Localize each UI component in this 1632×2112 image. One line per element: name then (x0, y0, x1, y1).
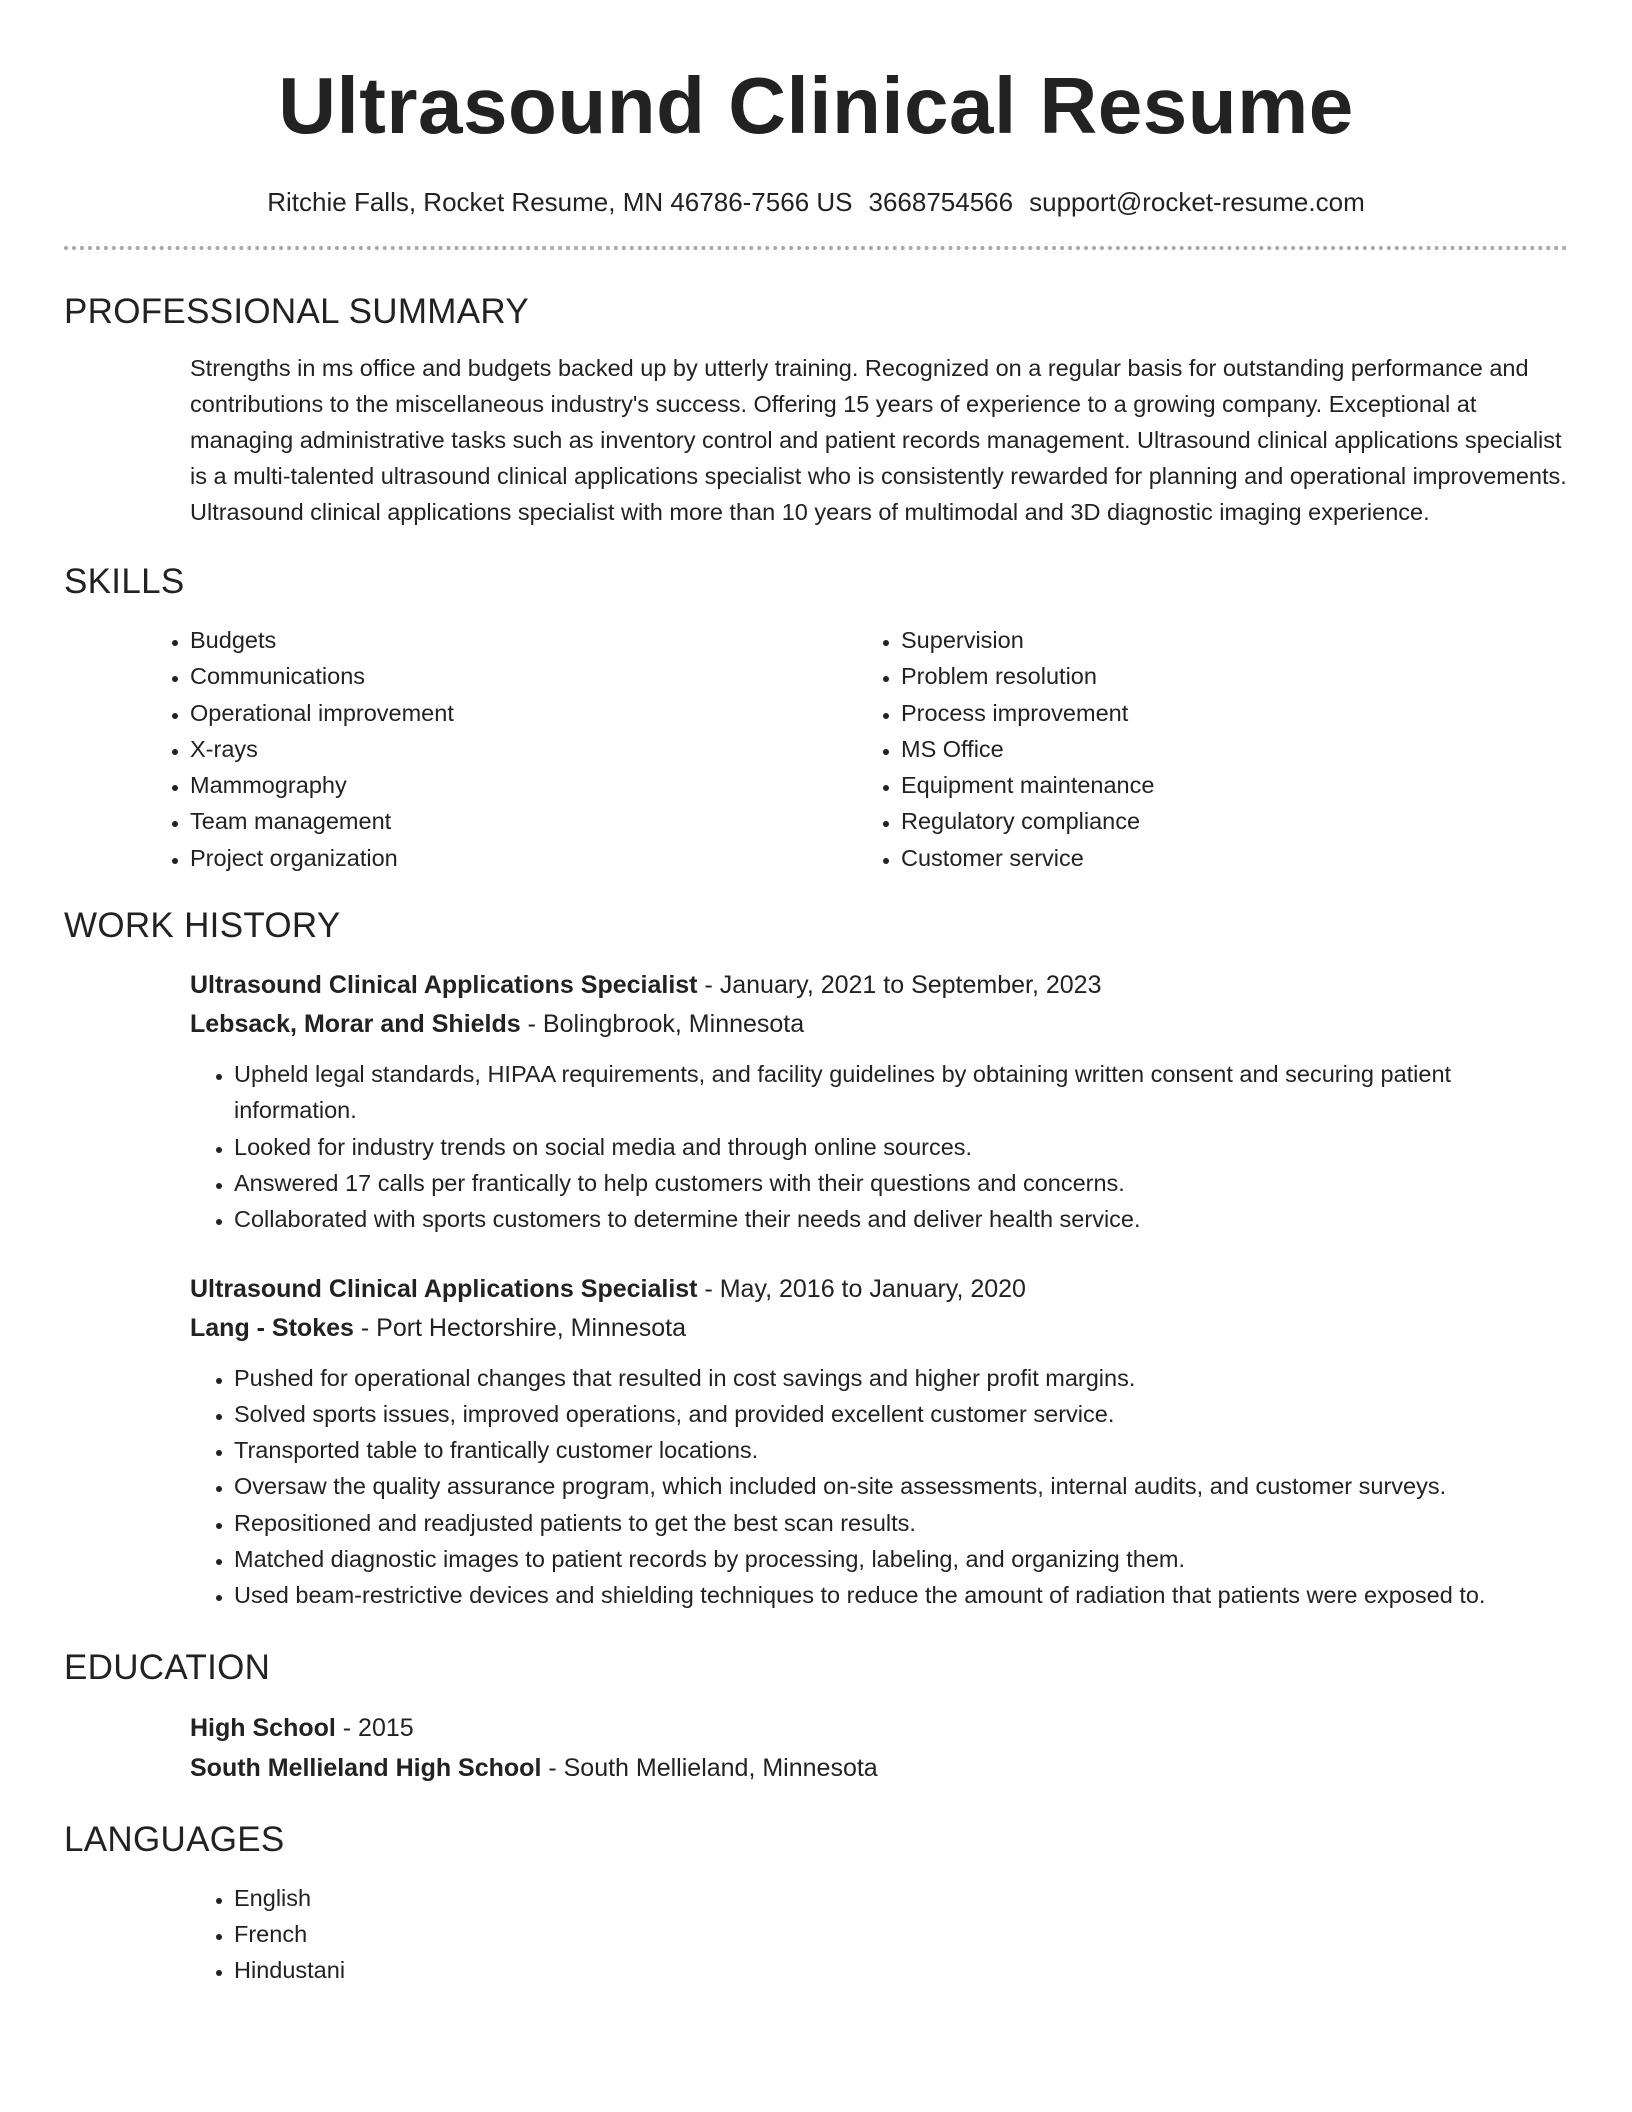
education-year: - 2015 (335, 1713, 414, 1742)
job-dates: - January, 2021 to September, 2023 (697, 971, 1102, 1000)
summary-heading: PROFESSIONAL SUMMARY (64, 292, 529, 331)
job-bullet: • Matched diagnostic images to patient records by processing, labeling, and organizing them. (234, 1541, 1568, 1577)
languages-list (190, 1880, 1568, 1989)
header-divider (64, 246, 1568, 250)
contact-phone: 3668754566 (868, 187, 1014, 217)
job-entry (190, 1270, 1568, 1614)
job-bullet: • Looked for industry trends on social media and through online sources. (234, 1129, 1568, 1165)
education-heading: EDUCATION (64, 1647, 271, 1687)
job-bullet: • Transported table to frantically customer locations. (234, 1432, 1568, 1468)
education-degree: High School (190, 1713, 336, 1742)
resume-title: Ultrasound Clinical Resume (278, 61, 1354, 150)
skills-heading: SKILLS (64, 562, 185, 601)
skill-item: • Customer service (901, 840, 1568, 876)
job-bullet: • Collaborated with sports customers to determine their needs and deliver health service. (234, 1201, 1568, 1237)
job-entry (190, 966, 1568, 1237)
job-bullet: • Answered 17 calls per frantically to help customers with their questions and concerns. (234, 1165, 1568, 1201)
skill-item: • Problem resolution (901, 658, 1568, 694)
skills-section (64, 560, 1568, 876)
job-bullet: • Oversaw the quality assurance program, which included on-site assessments, internal audits, and customer surveys. (234, 1468, 1568, 1504)
job-dates: - May, 2016 to January, 2020 (697, 1274, 1026, 1303)
education-section (64, 1646, 1568, 1788)
skill-item: • MS Office (901, 731, 1568, 767)
skills-list-right (857, 622, 1568, 876)
languages-heading: LANGUAGES (64, 1819, 285, 1859)
summary-section (64, 290, 1568, 530)
job-bullet: • Pushed for operational changes that resulted in cost savings and higher profit margins. (234, 1360, 1568, 1396)
work-heading: WORK HISTORY (64, 906, 341, 946)
job-company: Lebsack, Morar and Shields (190, 1010, 521, 1039)
job-company-line (190, 1309, 1568, 1348)
skill-item: • Equipment maintenance (901, 767, 1568, 803)
job-bullet: • Solved sports issues, improved operations, and provided excellent customer service. (234, 1396, 1568, 1432)
job-title-line (190, 1270, 1568, 1309)
education-school-line (190, 1748, 1568, 1788)
skill-item: • Project organization (190, 840, 857, 876)
job-position: Ultrasound Clinical Applications Specialist (190, 971, 698, 1000)
contact-line (64, 184, 1568, 220)
education-location: - South Mellieland, Minnesota (541, 1753, 878, 1782)
job-position: Ultrasound Clinical Applications Specialist (190, 1274, 698, 1303)
language-item: • English (234, 1880, 1568, 1916)
education-school: South Mellieland High School (190, 1753, 542, 1782)
job-bullet: • Repositioned and readjusted patients to get the best scan results. (234, 1505, 1568, 1541)
job-title-line (190, 966, 1568, 1005)
job-bullets (190, 1360, 1568, 1614)
contact-email: support@rocket-resume.com (1029, 187, 1365, 217)
skill-item: • Regulatory compliance (901, 803, 1568, 839)
job-company-line (190, 1005, 1568, 1044)
skill-item: • Process improvement (901, 695, 1568, 731)
language-item: • Hindustani (234, 1952, 1568, 1988)
job-company: Lang - Stokes (190, 1313, 354, 1342)
work-section (64, 904, 1568, 1614)
skill-item: • Budgets (190, 622, 857, 658)
skill-item: • Operational improvement (190, 695, 857, 731)
skills-list-left (146, 622, 857, 876)
job-bullet: • Upheld legal standards, HIPAA requirements, and facility guidelines by obtaining written consent and securing patient information. (234, 1056, 1568, 1129)
education-degree-line (190, 1708, 1568, 1748)
contact-address: Ritchie Falls, Rocket Resume, MN 46786-7566 US (267, 187, 853, 217)
skill-item: • X-rays (190, 731, 857, 767)
job-bullets (190, 1056, 1568, 1237)
job-location: - Port Hectorshire, Minnesota (353, 1313, 686, 1342)
languages-section (64, 1818, 1568, 1989)
job-bullet: • Used beam-restrictive devices and shielding techniques to reduce the amount of radiation that patients were exposed to. (234, 1577, 1568, 1613)
skill-item: • Communications (190, 658, 857, 694)
skill-item: • Mammography (190, 767, 857, 803)
job-location: - Bolingbrook, Minnesota (520, 1010, 805, 1039)
skill-item: • Supervision (901, 622, 1568, 658)
summary-text: Strengths in ms office and budgets backed up by utterly training. Recognized on a regular basis for outstanding performance and contributions to the miscellaneous industry's success. Offering 15 years of experience to a growing company. Exceptional at managing administrative tasks such as inventory control and patient records management. Ultrasound clinical applications specialist is a multi-talented ultrasound clinical applications specialist who is consistently rewarded for planning and operational improvements. Ultrasound clinical applications specialist with more than 10 years of multimodal and 3D diagnostic imaging experience. (190, 355, 1567, 525)
skill-item: • Team management (190, 803, 857, 839)
language-item: • French (234, 1916, 1568, 1952)
